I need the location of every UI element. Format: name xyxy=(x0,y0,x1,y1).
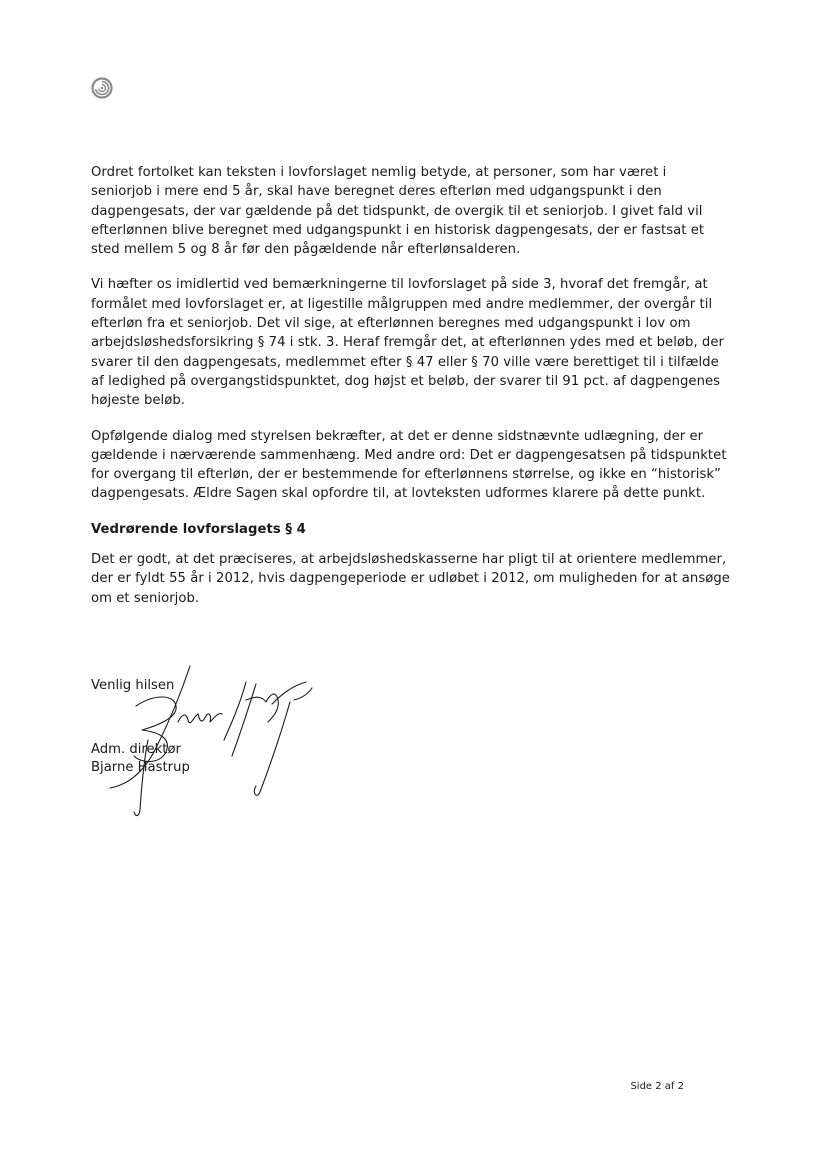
section-paragraph: Det er godt, at det præciseres, at arbejdsløshedskasserne har pligt til at orientere medlemmer, der er fyldt 55 år i 2012, hvis dagpengeperiode er udløbet i 2012, om muligheden for at ansøge om et seniorjob. xyxy=(91,552,730,606)
closing-greeting: Venlig hilsen xyxy=(91,678,175,693)
paragraph-3: Opfølgende dialog med styrelsen bekræfter, at det er denne sidstnævnte udlægning, der er gældende i nærværende sammenhæng. Med andre ord: Det er dagpengesatsen på tidspunktet for overgang til efterløn, der er bestemmende for efterlønnens størrelse, og ikke en “historisk” dagpengesats. Ældre Sagen skal opfordre til, at lovteksten udformes klarere på dette punkt. xyxy=(91,428,727,502)
letter-body xyxy=(91,163,731,624)
section-heading: Vedrørende lovforslagets § 4 xyxy=(91,521,306,537)
paragraph-2: Vi hæfter os imidlertid ved bemærkningerne til lovforslaget på side 3, hvoraf det fremgår, at formålet med lovforslaget er, at ligestille målgruppen med andre medlemmer, der overgår til efterløn fra et seniorjob. Det vil sige, at efterlønnen beregnes med udgangspunkt i lov om arbejdsløshedsforsikring § 74 i stk. 3. Heraf fremgår det, at efterlønnen ydes med et beløb, der svarer til den dagpengesats, medlemmet efter § 47 eller § 70 ville være berettiget til i tilfælde af ledighed på overgangstidspunktet, dog højst et beløb, der svarer til 91 pct. af dagpengenes højeste beløb. xyxy=(91,277,724,409)
page-number: Side 2 af 2 xyxy=(630,1081,684,1092)
signer-title: Adm. direktør xyxy=(91,742,181,757)
paragraph-1: Ordret fortolket kan teksten i lovforslaget nemlig betyde, at personer, som har været i seniorjob i mere end 5 år, skal have beregnet deres efterløn med udgangspunkt i den dagpengesats, der var gældende på det tidspunkt, de overgik til et seniorjob. I givet fald vil efterlønnen blive beregnet med udgangspunkt i en historisk dagpengesats, der er fastsat et sted mellem 5 og 8 år før den pågældende når efterlønsalderen. xyxy=(91,165,705,258)
signer-name: Bjarne Hastrup xyxy=(91,760,190,775)
spiral-logo-icon xyxy=(90,76,114,100)
